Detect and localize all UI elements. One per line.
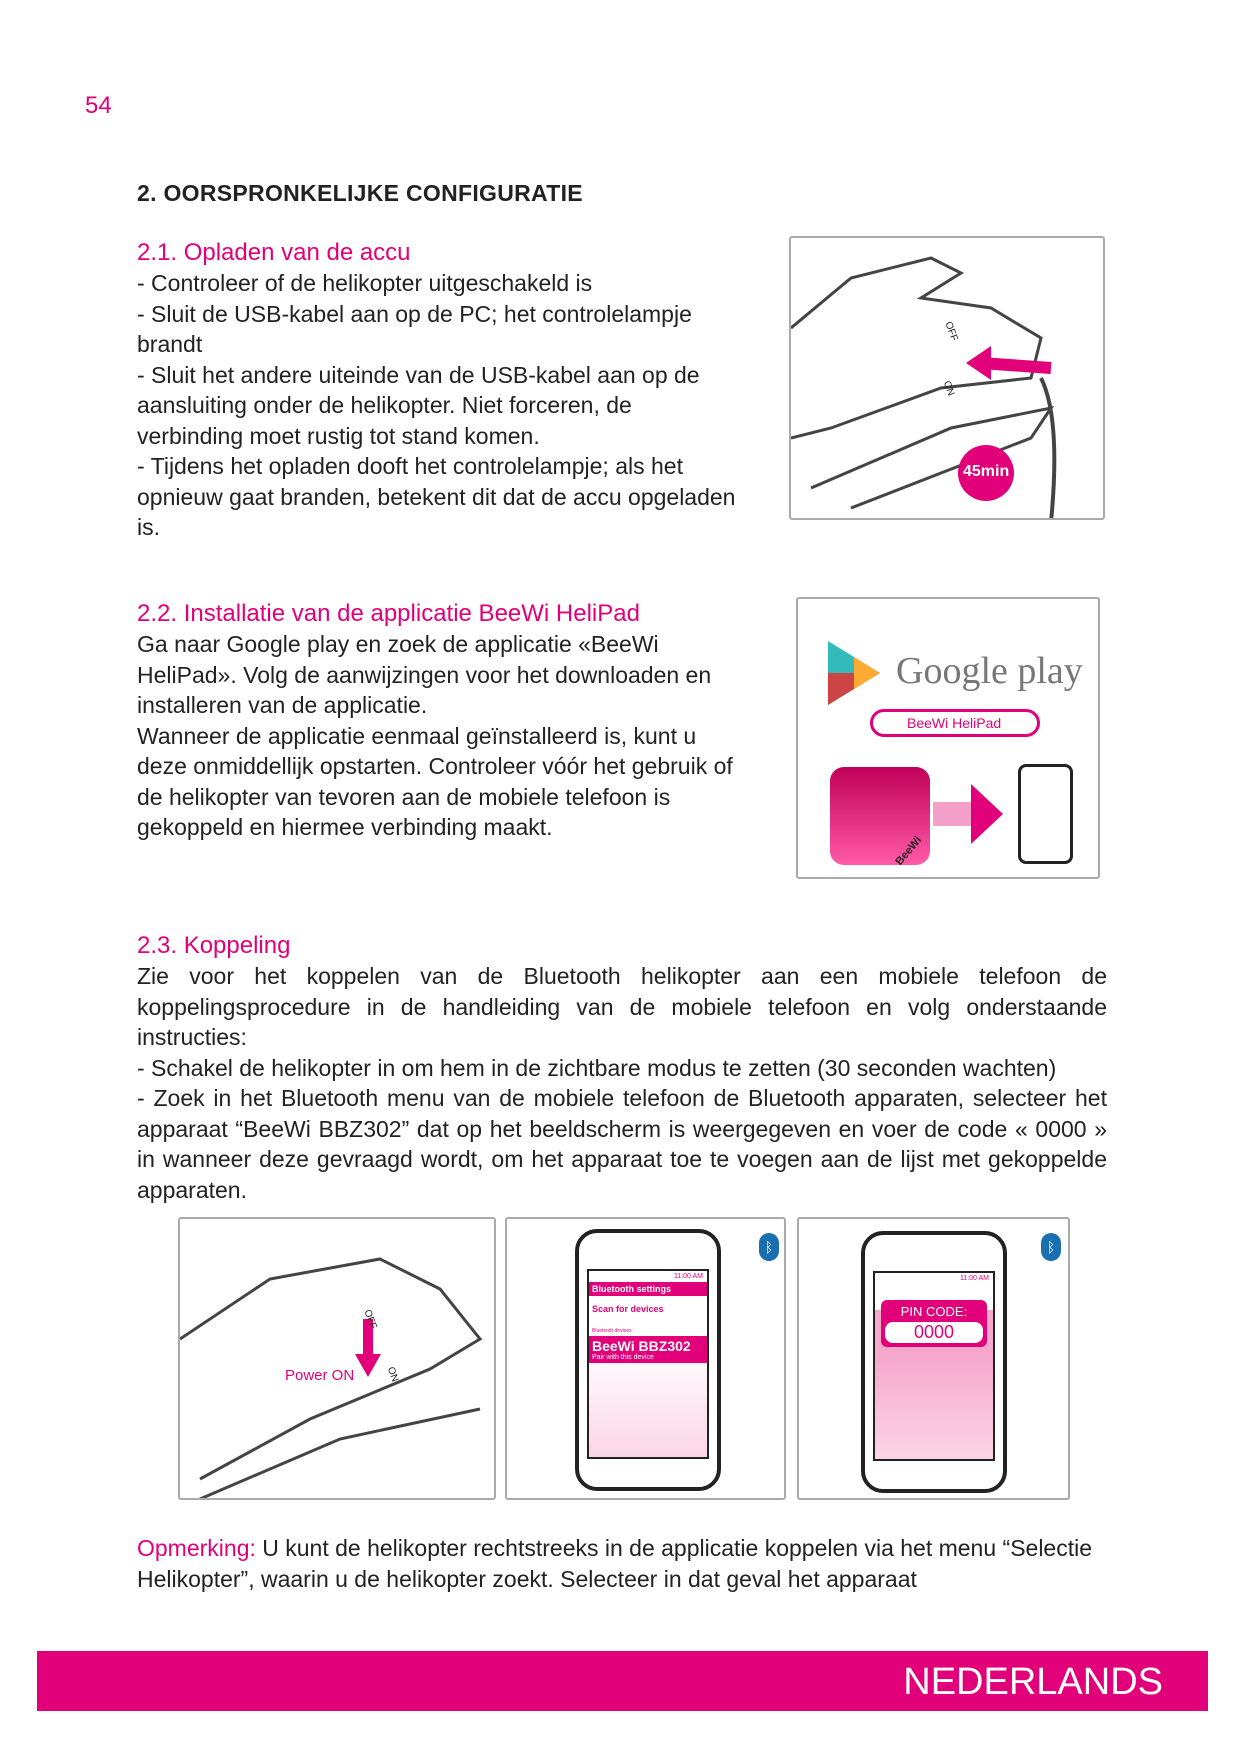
scan-illustration [505, 1217, 786, 1500]
phone-screen [873, 1271, 995, 1461]
off-label: OFF [942, 320, 960, 343]
device-name: BeeWi BBZ302 [592, 1338, 691, 1354]
note-label: Opmerking: [137, 1535, 256, 1561]
device-item [589, 1336, 707, 1363]
bullet: - Schakel de helikopter in om hem in de zichtbare modus te zetten (30 seconden wachten) [137, 1054, 1057, 1081]
pin-dialog [881, 1300, 987, 1347]
on-label: ON [384, 1365, 401, 1384]
google-play-icon [828, 641, 884, 705]
search-field [870, 709, 1040, 737]
page-number: 54 [85, 92, 112, 119]
note-text: U kunt de helikopter rechtstreeks in de applicatie koppelen via het menu “Selectie Helikopter”, waarin u de helikopter zoekt. Selecteer in dat geval het apparaat [137, 1535, 1093, 1592]
off-label: OFF [361, 1308, 379, 1331]
section-heading: 2. OORSPRONKELIJKE CONFIGURATIE [137, 180, 583, 206]
section-charging [137, 238, 737, 543]
footer-bar [37, 1651, 1208, 1711]
phone-frame [861, 1231, 1007, 1493]
pin-illustration [797, 1217, 1070, 1500]
section-title: 2.2. Installatie van de applicatie BeeWi HeliPad [137, 600, 640, 627]
power-on-label: Power ON [285, 1367, 355, 1384]
language-label: NEDERLANDS [903, 1661, 1163, 1703]
paragraph: Zie voor het koppelen van de Bluetooth helikopter aan een mobiele telefoon de koppelingsprocedure in de handleiding van de mobiele telefoon en volg onderstaande instructies: [137, 963, 1107, 1050]
search-text: BeeWi HeliPad [907, 715, 1002, 731]
bluetooth-icon: ᛒ [1041, 1233, 1061, 1261]
phone-frame [575, 1229, 721, 1491]
arrow-icon [933, 784, 1003, 844]
bullet: - Zoek in het Bluetooth menu van de mobiele telefoon de Bluetooth apparaten, selecteer het apparaat “BeeWi BBZ302” dat op het beeldscherm is weergegeven en voer de code « 0000 » in wanneer deze gevraagd wordt, om het apparaat toe te voegen aan de lijst met gekoppelde apparaten. [137, 1085, 1107, 1203]
phone-screen [587, 1269, 709, 1459]
power-on-illustration [178, 1217, 496, 1500]
devices-label: Bluetooth devices : [592, 1328, 635, 1334]
status-time: 11:00 AM [875, 1273, 993, 1284]
bullet: - Controleer of de helikopter uitgeschakeld is [137, 270, 593, 296]
note [137, 1533, 1107, 1594]
screen-title: Bluetooth settings [589, 1282, 707, 1296]
pin-label: PIN CODE: [900, 1304, 968, 1319]
paragraph: Wanneer de applicatie eenmaal geïnstalleerd is, kunt u deze onmiddellijk opstarten. Controleer vóór het gebruik of de helikopter van tevoren aan de mobiele telefoon is gekoppeld en hiermee verbinding maakt. [137, 722, 733, 840]
helicopter-usb-icon [791, 238, 1105, 520]
install-illustration [796, 597, 1100, 879]
bullet: - Sluit de USB-kabel aan op de PC; het controlelampje brandt [137, 300, 692, 357]
paragraph: Ga naar Google play en zoek de applicatie «BeeWi HeliPad». Volg de aanwijzingen voor het downloaden en installeren van de applicatie. [137, 631, 712, 718]
store-name: Google play [896, 650, 1083, 692]
scan-button: Scan for devices [592, 1304, 664, 1314]
helicopter-icon [180, 1219, 496, 1500]
section-pairing [137, 931, 1107, 1205]
bluetooth-icon: ᛒ [759, 1233, 779, 1261]
bullet: - Sluit het andere uiteinde van de USB-kabel aan op de aansluiting onder de helikopter. Niet forceren, de verbinding moet rustig tot stand komen. [137, 361, 700, 449]
bullet: - Tijdens het opladen dooft het controlelampje; als het opnieuw gaat branden, betekent dit dat de accu opgeladen is. [137, 453, 736, 540]
on-label: ON [940, 379, 957, 398]
beewi-app-icon [830, 767, 930, 868]
charging-illustration [789, 236, 1105, 520]
section-title: 2.3. Koppeling [137, 932, 291, 959]
phone-icon [1018, 764, 1073, 864]
brand-label: BeeWi [893, 834, 925, 868]
pair-label: Pair with this device [592, 1354, 654, 1361]
section-install [137, 599, 752, 843]
status-time: 11:00 AM [673, 1273, 703, 1280]
section-title: 2.1. Opladen van de accu [137, 239, 411, 266]
timer-label: 45min [963, 463, 1010, 480]
screen-title: Bluetooth settings [878, 1286, 957, 1296]
pin-input[interactable]: 0000 [885, 1322, 983, 1343]
